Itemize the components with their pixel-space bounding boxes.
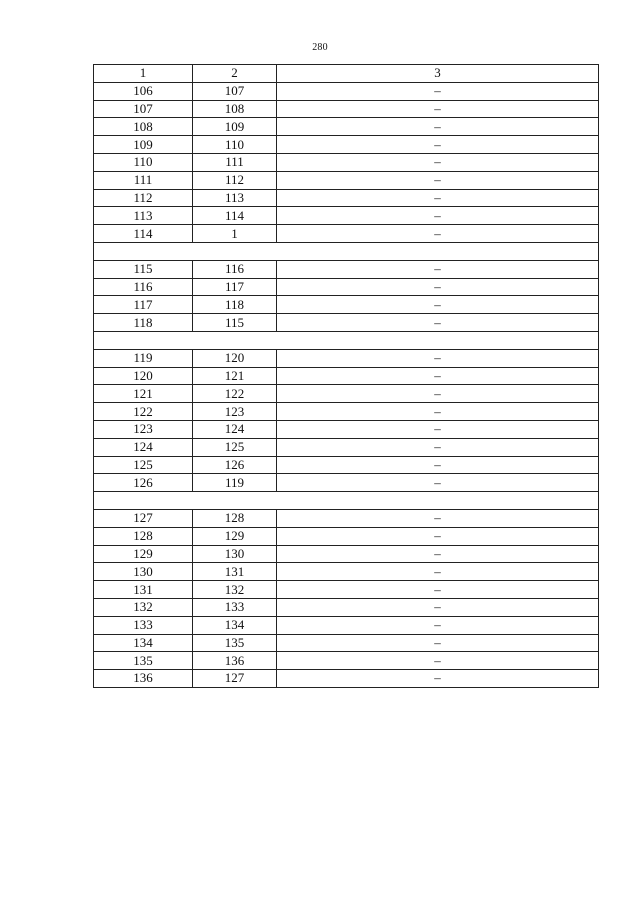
table-cell-col-2: 123 xyxy=(193,403,277,421)
table-row xyxy=(94,296,599,314)
column-header-2: 2 xyxy=(193,65,277,83)
table-row xyxy=(94,509,599,527)
table-cell-col-1: 119 xyxy=(94,349,193,367)
table-cell-col-1: 106 xyxy=(94,82,193,100)
table-cell-col-2: 124 xyxy=(193,420,277,438)
table-row xyxy=(94,349,599,367)
table-row xyxy=(94,616,599,634)
table-cell-col-1: 121 xyxy=(94,385,193,403)
table-cell-col-3: – xyxy=(277,527,599,545)
table-row xyxy=(94,670,599,688)
table-cell-col-3: – xyxy=(277,474,599,492)
table-cell-col-2: 108 xyxy=(193,100,277,118)
page-number: 280 xyxy=(312,42,328,53)
table-row xyxy=(94,153,599,171)
table-cell-col-1: 135 xyxy=(94,652,193,670)
table-cell-col-1: 108 xyxy=(94,118,193,136)
table-cell-col-3: – xyxy=(277,598,599,616)
table-cell-col-2: 120 xyxy=(193,349,277,367)
table-row xyxy=(94,100,599,118)
table-body xyxy=(94,82,599,687)
table-cell-col-3: – xyxy=(277,136,599,154)
table-cell-col-1: 126 xyxy=(94,474,193,492)
table-row xyxy=(94,278,599,296)
table-row xyxy=(94,634,599,652)
table-cell-col-3: – xyxy=(277,153,599,171)
table-cell-col-2: 131 xyxy=(193,563,277,581)
table-cell-col-3: – xyxy=(277,438,599,456)
table-cell-col-2: 112 xyxy=(193,171,277,189)
table-cell-col-3: – xyxy=(277,420,599,438)
table-cell-col-2: 130 xyxy=(193,545,277,563)
table-cell-col-1: 124 xyxy=(94,438,193,456)
group-separator-row xyxy=(94,331,599,349)
table-row xyxy=(94,598,599,616)
table-cell-col-2: 116 xyxy=(193,260,277,278)
table-cell-col-3: – xyxy=(277,296,599,314)
table-cell-col-1: 125 xyxy=(94,456,193,474)
table-row xyxy=(94,545,599,563)
table-cell-col-2: 109 xyxy=(193,118,277,136)
table-cell-col-2: 129 xyxy=(193,527,277,545)
group-separator-cell xyxy=(94,492,599,510)
column-header-3: 3 xyxy=(277,65,599,83)
table-cell-col-2: 134 xyxy=(193,616,277,634)
table-cell-col-1: 114 xyxy=(94,225,193,243)
table-cell-col-1: 131 xyxy=(94,581,193,599)
table-cell-col-1: 133 xyxy=(94,616,193,634)
group-separator-cell xyxy=(94,242,599,260)
table-cell-col-3: – xyxy=(277,207,599,225)
table-header xyxy=(94,65,599,83)
table-cell-col-1: 130 xyxy=(94,563,193,581)
table-cell-col-3: – xyxy=(277,563,599,581)
table-cell-col-3: – xyxy=(277,652,599,670)
table-cell-col-3: – xyxy=(277,403,599,421)
table-row xyxy=(94,225,599,243)
table-cell-col-2: 121 xyxy=(193,367,277,385)
table-cell-col-1: 127 xyxy=(94,509,193,527)
table-cell-col-3: – xyxy=(277,385,599,403)
table-row xyxy=(94,652,599,670)
table-cell-col-3: – xyxy=(277,670,599,688)
table-cell-col-3: – xyxy=(277,118,599,136)
table-row xyxy=(94,207,599,225)
data-table xyxy=(93,64,599,688)
table-cell-col-2: 115 xyxy=(193,314,277,332)
table-row xyxy=(94,260,599,278)
table-cell-col-3: – xyxy=(277,349,599,367)
table-cell-col-1: 118 xyxy=(94,314,193,332)
table-cell-col-2: 126 xyxy=(193,456,277,474)
table-cell-col-3: – xyxy=(277,367,599,385)
group-separator-row xyxy=(94,242,599,260)
table-row xyxy=(94,581,599,599)
table-cell-col-3: – xyxy=(277,634,599,652)
table-row xyxy=(94,82,599,100)
table-row xyxy=(94,403,599,421)
table-row xyxy=(94,367,599,385)
table-cell-col-2: 128 xyxy=(193,509,277,527)
table-row xyxy=(94,474,599,492)
table-cell-col-2: 118 xyxy=(193,296,277,314)
table-row xyxy=(94,438,599,456)
table-cell-col-1: 122 xyxy=(94,403,193,421)
table-row xyxy=(94,420,599,438)
table-cell-col-3: – xyxy=(277,278,599,296)
table-cell-col-2: 1 xyxy=(193,225,277,243)
table-cell-col-3: – xyxy=(277,100,599,118)
table-cell-col-3: – xyxy=(277,456,599,474)
table-cell-col-3: – xyxy=(277,509,599,527)
table-cell-col-1: 111 xyxy=(94,171,193,189)
table-cell-col-1: 115 xyxy=(94,260,193,278)
table-cell-col-2: 113 xyxy=(193,189,277,207)
table-cell-col-1: 134 xyxy=(94,634,193,652)
table-row xyxy=(94,314,599,332)
table-cell-col-1: 107 xyxy=(94,100,193,118)
table-cell-col-2: 135 xyxy=(193,634,277,652)
table-cell-col-2: 136 xyxy=(193,652,277,670)
table-cell-col-2: 111 xyxy=(193,153,277,171)
table-cell-col-1: 128 xyxy=(94,527,193,545)
table-cell-col-1: 109 xyxy=(94,136,193,154)
table-cell-col-3: – xyxy=(277,189,599,207)
table-cell-col-1: 123 xyxy=(94,420,193,438)
table-cell-col-1: 129 xyxy=(94,545,193,563)
table-row xyxy=(94,189,599,207)
table-row xyxy=(94,118,599,136)
table-row xyxy=(94,456,599,474)
header-row xyxy=(94,65,599,83)
table-cell-col-1: 113 xyxy=(94,207,193,225)
table-row xyxy=(94,171,599,189)
table-cell-col-3: – xyxy=(277,260,599,278)
table-cell-col-1: 117 xyxy=(94,296,193,314)
table-cell-col-1: 132 xyxy=(94,598,193,616)
table-cell-col-2: 127 xyxy=(193,670,277,688)
table-cell-col-2: 110 xyxy=(193,136,277,154)
table-cell-col-1: 136 xyxy=(94,670,193,688)
table-cell-col-1: 110 xyxy=(94,153,193,171)
group-separator-row xyxy=(94,492,599,510)
table-cell-col-3: – xyxy=(277,314,599,332)
table-cell-col-3: – xyxy=(277,82,599,100)
table-row xyxy=(94,563,599,581)
table-cell-col-3: – xyxy=(277,581,599,599)
table-cell-col-3: – xyxy=(277,225,599,243)
table-cell-col-1: 120 xyxy=(94,367,193,385)
table-cell-col-2: 114 xyxy=(193,207,277,225)
table-cell-col-2: 117 xyxy=(193,278,277,296)
table-cell-col-2: 125 xyxy=(193,438,277,456)
table-cell-col-1: 116 xyxy=(94,278,193,296)
table-cell-col-3: – xyxy=(277,171,599,189)
column-header-1: 1 xyxy=(94,65,193,83)
table-cell-col-2: 119 xyxy=(193,474,277,492)
table-cell-col-2: 122 xyxy=(193,385,277,403)
table-cell-col-2: 132 xyxy=(193,581,277,599)
table-cell-col-3: – xyxy=(277,616,599,634)
table-cell-col-1: 112 xyxy=(94,189,193,207)
table-cell-col-3: – xyxy=(277,545,599,563)
group-separator-cell xyxy=(94,331,599,349)
table-row xyxy=(94,527,599,545)
table-cell-col-2: 107 xyxy=(193,82,277,100)
table-row xyxy=(94,385,599,403)
table-cell-col-2: 133 xyxy=(193,598,277,616)
table-row xyxy=(94,136,599,154)
